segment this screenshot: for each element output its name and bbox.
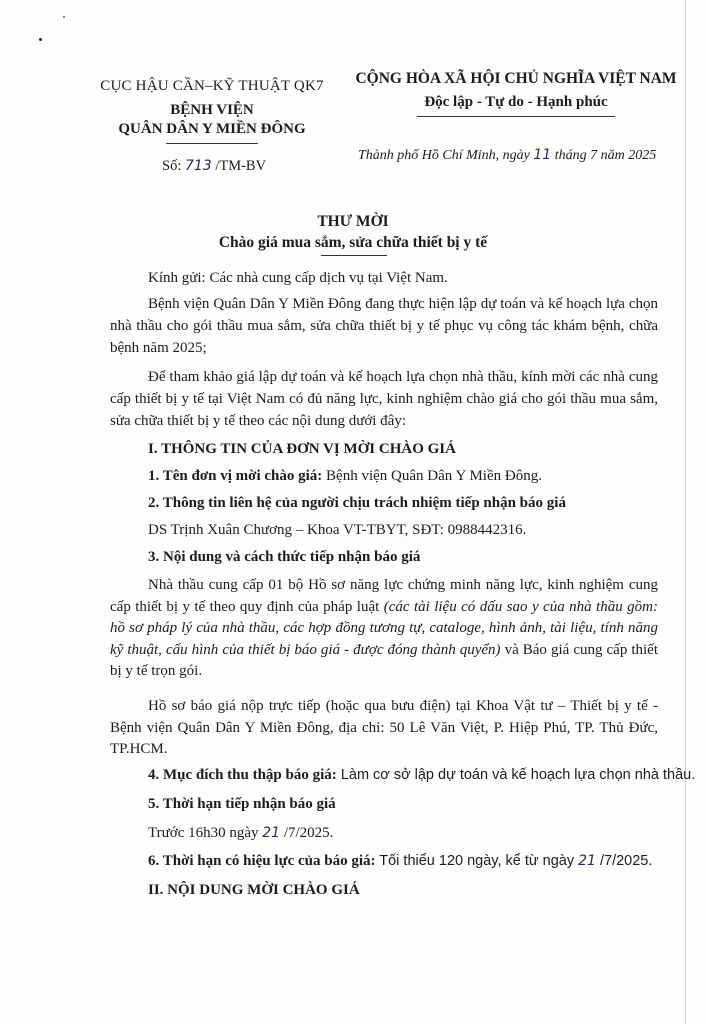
- item-1-label: 1. Tên đơn vị mời chào giá:: [148, 468, 323, 484]
- section-1-item-2-heading: 2. Thông tin liên hệ của người chịu trách nhiệm tiếp nhận báo giá: [148, 495, 566, 511]
- national-motto: Độc lập - Tự do - Hạnh phúc: [424, 94, 608, 110]
- deadline-prefix: Trước 16h30 ngày: [148, 825, 263, 841]
- issuer-block: [98, 78, 326, 144]
- section-1-item-4: [148, 767, 695, 784]
- contact-person: DS Trịnh Xuân Chương – Khoa VT-TBYT, SĐT: 0988442316.: [148, 522, 527, 538]
- document-date: [358, 147, 656, 164]
- motto-underline: [417, 116, 615, 117]
- submission-requirements-paragraph: [110, 575, 658, 683]
- date-rest: tháng 7 năm 2025: [551, 148, 657, 163]
- issuer-underline: [166, 143, 258, 144]
- item-4-label: 4. Mục đích thu thập báo giá:: [148, 767, 337, 783]
- section-1-item-6: [148, 853, 652, 870]
- hospital-name-line1: BỆNH VIỆN: [170, 102, 254, 118]
- document-subtitle: Chào giá mua sắm, sửa chữa thiết bị y tế: [218, 234, 488, 251]
- greeting: Kính gửi: Các nhà cung cấp dịch vụ tại Việt Nam.: [148, 270, 448, 286]
- validity-day-handwritten: 21: [578, 853, 596, 869]
- document-number-handwritten: 713: [184, 158, 212, 174]
- document-number: [162, 158, 266, 175]
- nation-name: CỘNG HÒA XÃ HỘI CHỦ NGHĨA VIỆT NAM: [355, 70, 677, 87]
- scan-speck: [39, 38, 42, 41]
- document-number-prefix: Số:: [162, 158, 185, 174]
- item-4-value: Làm cơ sở lập dự toán và kế hoạch lựa chọn nhà thầu.: [336, 767, 696, 783]
- section-1-heading: I. THÔNG TIN CỦA ĐƠN VỊ MỜI CHÀO GIÁ: [148, 441, 456, 457]
- item-6-suffix: /7/2025.: [595, 853, 653, 869]
- date-prefix: Thành phố Hồ Chí Minh, ngày: [358, 148, 534, 163]
- requirements-text-end: và Báo giá cung cấp thiết bị y tế trọn gói.: [110, 641, 659, 679]
- intro-paragraph: Bệnh viện Quân Dân Y Miền Đông đang thực hiện lập dự toán và kế hoạch lựa chọn nhà thầu cho gói thầu mua sắm, sửa chữa thiết bị y tế phục vụ công tác khám bệnh, chữa bệnh năm 2025;: [110, 296, 658, 356]
- subtitle-underline: [321, 255, 387, 256]
- section-2-heading: II. NỘI DUNG MỜI CHÀO GIÁ: [148, 882, 360, 898]
- scan-speck-small: [63, 16, 65, 18]
- deadline-suffix: /7/2025.: [280, 825, 334, 841]
- section-1-item-5-heading: 5. Thời hạn tiếp nhận báo giá: [148, 796, 336, 812]
- national-heading: [348, 70, 684, 117]
- date-day-handwritten: 11: [533, 147, 552, 163]
- item-6-label: 6. Thời hạn có hiệu lực của báo giá:: [148, 853, 376, 869]
- requirements-document-list: (các tài liệu có dấu sao y của nhà thầu gồm: hồ sơ pháp lý của nhà thầu, các hợp đồng tương tự, cataloge, hình ảnh, tài liệu, tính năng kỹ thuật, cấu hình của thiết bị báo giá - được đóng thành quyển): [110, 598, 658, 658]
- parent-organization: CỤC HẬU CẦN–KỸ THUẬT QK7: [100, 78, 324, 94]
- section-1-item-3-heading: 3. Nội dung và cách thức tiếp nhận báo giá: [148, 549, 421, 565]
- requirements-text: Nhà thầu cung cấp 01 bộ Hồ sơ năng lực chứng minh năng lực, kinh nghiệm cung cấp thiết bị y tế theo quy định của pháp luật: [110, 577, 658, 615]
- document-title: THƯ MỜI: [317, 213, 389, 230]
- submission-deadline: [148, 825, 333, 842]
- item-1-value: Bệnh viện Quân Dân Y Miền Đông.: [322, 468, 542, 484]
- hospital-name-line2: QUÂN DÂN Y MIỀN ĐÔNG: [118, 121, 306, 137]
- deadline-day-handwritten: 21: [262, 825, 281, 841]
- item-6-prefix: Tối thiểu 120 ngày, kể từ ngày: [375, 853, 579, 869]
- submission-address-paragraph: Hồ sơ báo giá nộp trực tiếp (hoặc qua bưu điện) tại Khoa Vật tư – Thiết bị y tế - Bệnh viện Quân Dân Y Miền Đông, địa chỉ: 50 Lê Văn Việt, P. Hiệp Phú, TP. Thủ Đức, TP.HCM.: [110, 698, 658, 757]
- purpose-paragraph: Để tham khảo giá lập dự toán và kế hoạch lựa chọn nhà thầu, kính mời các nhà cung cấp thiết bị y tế tại Việt Nam có đủ năng lực, kinh nghiệm chào giá cho gói thầu mua sắm, sửa chữa thiết bị y tế theo các nội dung dưới đây:: [110, 369, 658, 429]
- section-1-item-1: [148, 468, 542, 485]
- page-edge: [685, 0, 686, 1024]
- document-number-suffix: /TM-BV: [211, 158, 267, 174]
